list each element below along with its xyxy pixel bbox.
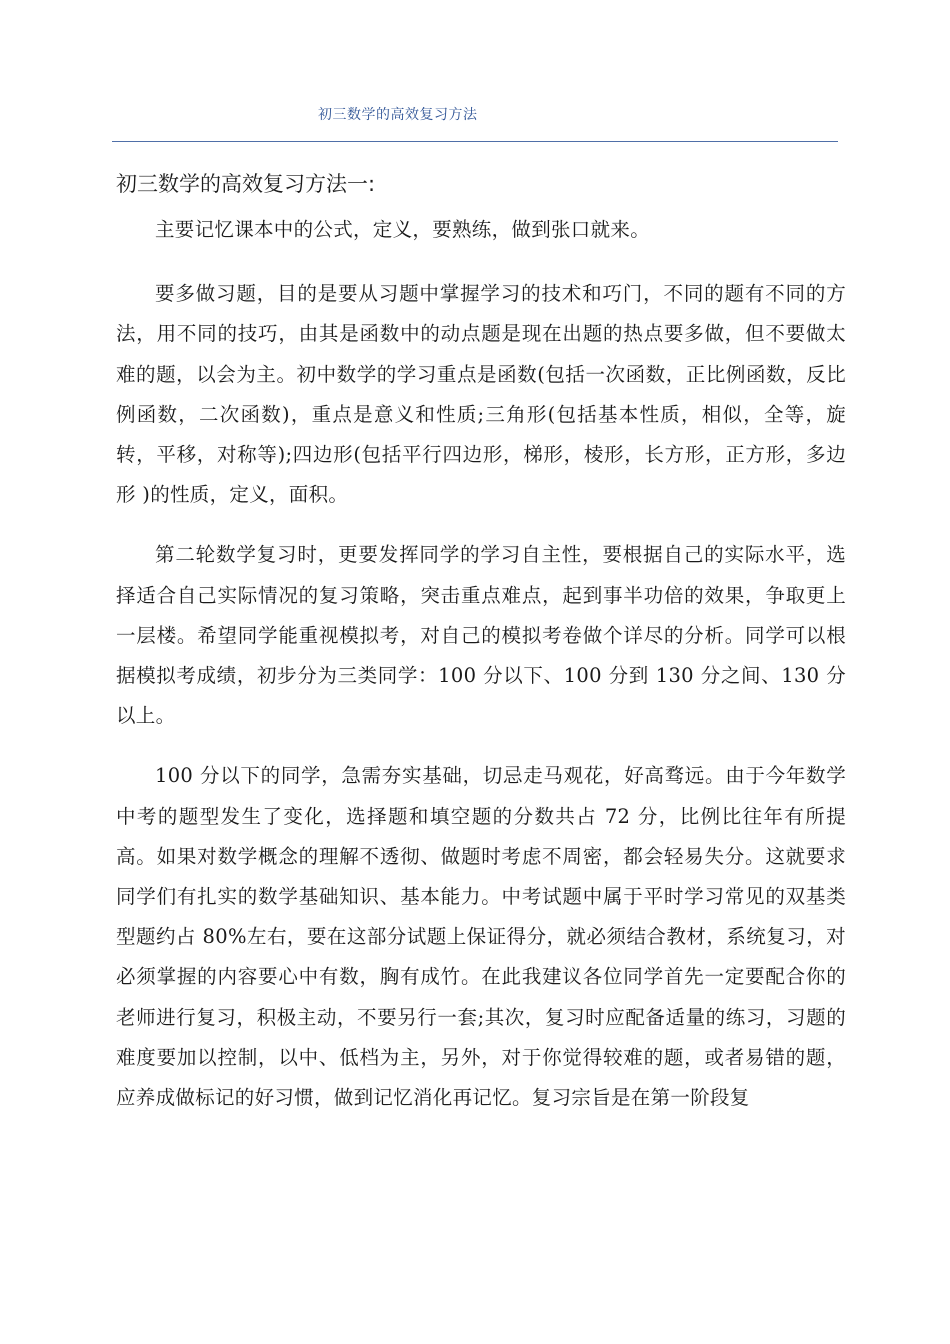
paragraph-1: 主要记忆课本中的公式，定义，要熟练，做到张口就来。 — [155, 218, 651, 241]
paragraph-2: 要多做习题，目的是要从习题中掌握学习的技术和巧门，不同的题有不同的方法，用不同的技巧，由其是函数中的动点题是现在出题的热点要多做，但不要做太难的题，以会为主。初中数学的学习重点是函数(包括一次函数，正比例函数，反比例函数，二次函数)，重点是意义和性质;三角形(包括基本性质，相似，全等，旋转，平移，对称等);四边形(包括平行四边形，梯形，棱形，长方形，正方形，多边形 )的性质，定义，面积。 — [116, 282, 846, 507]
running-header-title: 初三数学的高效复习方法 — [318, 107, 478, 123]
section-heading: 初三数学的高效复习方法一: — [116, 172, 376, 196]
paragraph-3: 第二轮数学复习时，更要发挥同学的学习自主性，要根据自己的实际水平，选择适合自己实际情况的复习策略，突击重点难点，起到事半功倍的效果，争取更上一层楼。希望同学能重视模拟考，对自己的模拟考卷做个详尽的分析。同学可以根据模拟考成绩，初步分为三类同学：100 分以下、100 分到 130 分之间、130 分以上。 — [116, 543, 846, 728]
article-body — [116, 166, 846, 1138]
header-divider — [112, 141, 838, 142]
paragraph-4: 100 分以下的同学，急需夯实基础，切忌走马观花，好高骛远。由于今年数学中考的题型发生了变化，选择题和填空题的分数共占 72 分，比例比往年有所提高。如果对数学概念的理解不透彻、做题时考虑不周密，都会轻易失分。这就要求同学们有扎实的数学基础知识、基本能力。中考试题中属于平时学习常见的双基类型题约占 80%左右，要在这部分试题上保证得分，就必须结合教材，系统复习，对必须掌握的内容要心中有数，胸有成竹。在此我建议各位同学首先一定要配合你的老师进行复习，积极主动，不要另行一套;其次，复习时应配备适量的练习，习题的难度要加以控制，以中、低档为主，另外，对于你觉得较难的题，或者易错的题，应养成做标记的好习惯，做到记忆消化再记忆。复习宗旨是在第一阶段复 — [116, 764, 846, 1110]
